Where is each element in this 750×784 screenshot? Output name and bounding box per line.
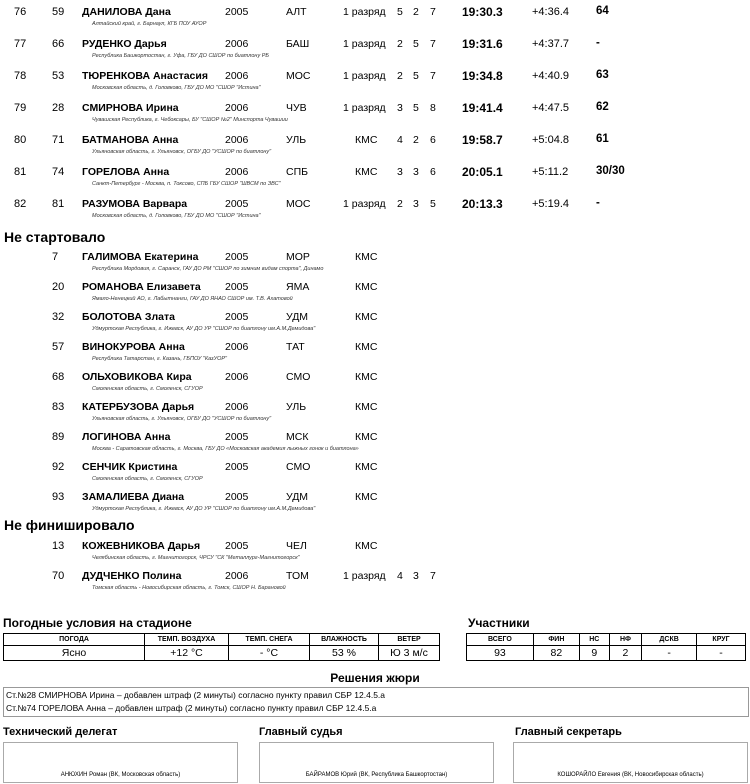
place: 76 [14, 6, 27, 18]
signature-box [3, 742, 238, 783]
shooting-2: 3 [413, 198, 419, 210]
participants-table [466, 633, 746, 661]
birth-year: 2006 [225, 341, 249, 353]
time-gap: +4:47.5 [532, 102, 570, 114]
result-row [0, 32, 750, 64]
organization: Алтайский край, г. Барнаул, КГБ ПОУ АУОР [92, 21, 207, 27]
qualification: 1 разряд [343, 198, 386, 210]
birth-year: 2005 [225, 281, 249, 293]
region-code: УДМ [286, 491, 309, 503]
dns-section-title: Не стартовало [4, 229, 106, 245]
athlete-name: СМИРНОВА Ирина [82, 102, 179, 114]
result-row [0, 192, 750, 224]
organization: Москва - Саратовская область, г. Москва, ГБУ ДО «Московская академия лыжных гонок и биатлона» [92, 446, 359, 452]
shooting-total: 7 [430, 6, 436, 18]
birth-year: 2005 [225, 491, 249, 503]
place: 78 [14, 70, 27, 82]
place: 80 [14, 134, 27, 146]
qualification: КМС [355, 341, 378, 353]
jury-decisions-box [3, 687, 749, 717]
bib-number: 28 [52, 102, 65, 114]
region-code: СМО [286, 461, 311, 473]
points: - [596, 197, 600, 209]
shooting-1: 4 [397, 134, 403, 146]
place: 82 [14, 198, 27, 210]
result-row [0, 0, 750, 32]
time-gap: +5:19.4 [532, 198, 570, 210]
qualification: КМС [355, 461, 378, 473]
athlete-name: КОЖЕВНИКОВА Дарья [82, 540, 201, 552]
shooting-1: 5 [397, 6, 403, 18]
finished-value: 82 [533, 646, 579, 661]
time-gap: +5:04.8 [532, 134, 570, 146]
bib-number: 71 [52, 134, 65, 146]
finish-time: 19:58.7 [462, 133, 503, 147]
birth-year: 2005 [225, 311, 249, 323]
jury-title: Решения жюри [330, 671, 420, 685]
dnf-header: НФ [609, 634, 641, 646]
qualification: КМС [355, 540, 378, 552]
wind-header: ВЕТЕР [379, 634, 440, 646]
jury-decision: Ст.№74 ГОРЕЛОВА Анна – добавлен штраф (2 минуты) согласно пункту правил СБР 12.4.5.а [6, 703, 377, 713]
dns-row [0, 425, 750, 457]
shooting-total: 7 [430, 38, 436, 50]
dns-row [0, 395, 750, 427]
bib-number: 83 [52, 401, 65, 413]
signature-box [259, 742, 494, 783]
points: - [596, 37, 600, 49]
air-temp-value: +12 °C [145, 646, 229, 661]
points: 63 [596, 69, 609, 81]
result-row [0, 160, 750, 192]
dnf-value: 2 [609, 646, 641, 661]
organization: Республика Башкортостан, г. Уфа, ГБУ ДО СШОР по биатлону РБ [92, 53, 269, 59]
shooting-1: 2 [397, 198, 403, 210]
bib-number: 57 [52, 341, 65, 353]
official-role: Главный секретарь [515, 726, 622, 738]
snow-temp-header: ТЕМП. СНЕГА [229, 634, 310, 646]
result-row [0, 128, 750, 160]
place: 81 [14, 166, 27, 178]
region-code: ЧУВ [286, 102, 307, 114]
qualification: 1 разряд [343, 38, 386, 50]
finish-time: 20:13.3 [462, 197, 503, 211]
athlete-name: ГОРЕЛОВА Анна [82, 166, 170, 178]
shooting-total: 5 [430, 198, 436, 210]
air-temp-header: ТЕМП. ВОЗДУХА [145, 634, 229, 646]
dns-row [0, 305, 750, 337]
birth-year: 2006 [225, 166, 249, 178]
dnf-section-title: Не финишировало [4, 517, 135, 533]
region-code: УЛЬ [286, 401, 307, 413]
region-code: АЛТ [286, 6, 307, 18]
qualification: КМС [355, 431, 378, 443]
region-code: ТАТ [286, 341, 305, 353]
birth-year: 2005 [225, 540, 249, 552]
organization: Удмуртская Республика, г. Ижевск, АУ ДО УР "СШОР по биатлону им.А.М.Демидова" [92, 506, 316, 512]
shooting-2: 5 [413, 38, 419, 50]
time-gap: +4:37.7 [532, 38, 570, 50]
dnf-row [0, 534, 750, 566]
athlete-name: КАТЕРБУЗОВА Дарья [82, 401, 195, 413]
region-code: СПБ [286, 166, 309, 178]
athlete-name: РАЗУМОВА Варвара [82, 198, 188, 210]
qualification: КМС [355, 134, 378, 146]
shooting-2: 3 [413, 166, 419, 178]
athlete-name: ВИНОКУРОВА Анна [82, 341, 185, 353]
region-code: МОС [286, 70, 311, 82]
organization: Чувашская Республика, г. Чебоксары, БУ "СШОР №2" Минспорта Чувашии [92, 117, 288, 123]
region-code: МСК [286, 431, 309, 443]
shooting-total: 6 [430, 134, 436, 146]
finished-header: ФИН [533, 634, 579, 646]
weather-value: Ясно [4, 646, 145, 661]
organization: Республика Мордовия, г. Саранск, ГАУ ДО РМ "СШОР по зимним видам спорта", Динамо [92, 266, 324, 272]
region-code: ЧЕЛ [286, 540, 307, 552]
finish-time: 19:41.4 [462, 101, 503, 115]
dns-row [0, 275, 750, 307]
official-name: БАЙРАМОВ Юрий (ВК, Республика Башкортостан) [305, 772, 448, 778]
dsq-header: ДСКВ [642, 634, 697, 646]
birth-year: 2006 [225, 134, 249, 146]
official-role: Главный судья [259, 726, 343, 738]
athlete-name: ЗАМАЛИЕВА Диана [82, 491, 185, 503]
athlete-name: ДУДЧЕНКО Полина [82, 570, 182, 582]
birth-year: 2005 [225, 251, 249, 263]
birth-year: 2006 [225, 70, 249, 82]
shooting-total: 8 [430, 102, 436, 114]
shooting-2: 2 [413, 134, 419, 146]
signature-box [513, 742, 748, 783]
shooting-2: 5 [413, 70, 419, 82]
athlete-name: ГАЛИМОВА Екатерина [82, 251, 199, 263]
birth-year: 2006 [225, 102, 249, 114]
shooting-1: 3 [397, 166, 403, 178]
bib-number: 74 [52, 166, 65, 178]
organization: Ульяновская область, г. Ульяновск, ОГБУ ДО "УСШОР по биатлону" [92, 149, 272, 155]
participants-title: Участники [468, 616, 530, 630]
qualification: 1 разряд [343, 6, 386, 18]
finish-time: 19:34.8 [462, 69, 503, 83]
bib-number: 66 [52, 38, 65, 50]
region-code: УДМ [286, 311, 309, 323]
region-code: УЛЬ [286, 134, 307, 146]
qualification: КМС [355, 166, 378, 178]
weather-header: ПОГОДА [4, 634, 145, 646]
region-code: БАШ [286, 38, 310, 50]
dns-header: НС [579, 634, 609, 646]
lapped-header: КРУГ [697, 634, 746, 646]
finish-time: 19:31.6 [462, 37, 503, 51]
result-row [0, 96, 750, 128]
athlete-name: РУДЕНКО Дарья [82, 38, 167, 50]
dns-value: 9 [579, 646, 609, 661]
shooting-2: 2 [413, 6, 419, 18]
time-gap: +4:36.4 [532, 6, 570, 18]
organization: Томская область - Новосибирская область, г. Томск, СШОР Н. Барановой [92, 585, 286, 591]
bib-number: 7 [52, 251, 59, 263]
bib-number: 20 [52, 281, 65, 293]
region-code: МОС [286, 198, 311, 210]
qualification: КМС [355, 251, 378, 263]
organization: Московская область, д. Головково, ГБУ ДО МО "СШОР "Истина" [92, 85, 261, 91]
qualification: 1 разряд [343, 102, 386, 114]
humidity-header: ВЛАЖНОСТЬ [310, 634, 379, 646]
shooting-2: 5 [413, 102, 419, 114]
shooting-2: 3 [413, 570, 419, 582]
qualification: КМС [355, 371, 378, 383]
dnf-row [0, 564, 750, 596]
bib-number: 13 [52, 540, 65, 552]
time-gap: +4:40.9 [532, 70, 570, 82]
region-code: МОР [286, 251, 310, 263]
region-code: ТОМ [286, 570, 309, 582]
qualification: КМС [355, 281, 378, 293]
shooting-1: 2 [397, 38, 403, 50]
place: 79 [14, 102, 27, 114]
points: 30/30 [596, 165, 625, 177]
dsq-value: - [642, 646, 697, 661]
dns-row [0, 335, 750, 367]
birth-year: 2006 [225, 371, 249, 383]
official-role: Технический делегат [3, 726, 118, 738]
time-gap: +5:11.2 [532, 166, 569, 178]
points: 61 [596, 133, 609, 145]
shooting-1: 4 [397, 570, 403, 582]
weather-table [3, 633, 440, 661]
bib-number: 89 [52, 431, 65, 443]
bib-number: 70 [52, 570, 65, 582]
organization: Московская область, д. Головково, ГБУ ДО МО "СШОР "Истина" [92, 213, 261, 219]
region-code: СМО [286, 371, 311, 383]
points: 64 [596, 5, 609, 17]
qualification: КМС [355, 491, 378, 503]
shooting-total: 7 [430, 570, 436, 582]
points: 62 [596, 101, 609, 113]
shooting-total: 7 [430, 70, 436, 82]
qualification: КМС [355, 401, 378, 413]
birth-year: 2006 [225, 570, 249, 582]
dns-row [0, 485, 750, 517]
bib-number: 53 [52, 70, 65, 82]
dns-row [0, 365, 750, 397]
dns-row [0, 245, 750, 277]
official-name: АНЮХИН Роман (ВК, Московская область) [60, 772, 181, 778]
athlete-name: ЛОГИНОВА Анна [82, 431, 171, 443]
snow-temp-value: - °C [229, 646, 310, 661]
finish-time: 19:30.3 [462, 5, 503, 19]
athlete-name: ОЛЬХОВИКОВА Кира [82, 371, 192, 383]
bib-number: 93 [52, 491, 65, 503]
athlete-name: БОЛОТОВА Злата [82, 311, 175, 323]
dns-row [0, 455, 750, 487]
bib-number: 68 [52, 371, 65, 383]
bib-number: 81 [52, 198, 65, 210]
birth-year: 2005 [225, 6, 249, 18]
qualification: КМС [355, 311, 378, 323]
organization: Республика Татарстан, г. Казань, ГБПОУ "КазУОР" [92, 356, 228, 362]
athlete-name: СЕНЧИК Кристина [82, 461, 178, 473]
birth-year: 2006 [225, 38, 249, 50]
organization: Ямало-Ненецкий АО, г. Лабытнанги, ГАУ ДО ЯНАО СШОР им. Т.В. Ахатовой [92, 296, 293, 302]
athlete-name: ТЮРЕНКОВА Анастасия [82, 70, 208, 82]
organization: Челябинская область, г. Магнитогорск, ЧРСУ "СК "Металлург-Магнитогорск" [92, 555, 300, 561]
shooting-1: 2 [397, 70, 403, 82]
organization: Ульяновская область, г. Ульяновск, ОГБУ ДО "УСШОР по биатлону" [92, 416, 272, 422]
region-code: ЯМА [286, 281, 310, 293]
organization: Удмуртская Республика, г. Ижевск, АУ ДО УР "СШОР по биатлону им.А.М.Демидова" [92, 326, 316, 332]
organization: Смоленская область, г. Смоленск, СГУОР [92, 386, 203, 392]
total-header: ВСЕГО [467, 634, 534, 646]
birth-year: 2005 [225, 461, 249, 473]
total-value: 93 [467, 646, 534, 661]
wind-value: Ю 3 м/с [379, 646, 440, 661]
result-row [0, 64, 750, 96]
weather-title: Погодные условия на стадионе [3, 616, 192, 630]
qualification: 1 разряд [343, 570, 386, 582]
bib-number: 32 [52, 311, 65, 323]
birth-year: 2005 [225, 431, 249, 443]
birth-year: 2005 [225, 198, 249, 210]
organization: Санкт-Петербург - Москва, п. Токсово, СПБ ГБУ СШОР "ШВСМ по ЗВС" [92, 181, 281, 187]
athlete-name: РОМАНОВА Елизавета [82, 281, 201, 293]
athlete-name: БАТМАНОВА Анна [82, 134, 179, 146]
official-name: КОШОРАЙЛО Евгения (ВК, Новосибирская область) [557, 772, 704, 778]
bib-number: 59 [52, 6, 65, 18]
lapped-value: - [697, 646, 746, 661]
shooting-total: 6 [430, 166, 436, 178]
qualification: 1 разряд [343, 70, 386, 82]
finish-time: 20:05.1 [462, 165, 503, 179]
humidity-value: 53 % [310, 646, 379, 661]
place: 77 [14, 38, 27, 50]
shooting-1: 3 [397, 102, 403, 114]
jury-decision: Ст.№28 СМИРНОВА Ирина – добавлен штраф (2 минуты) согласно пункту правил СБР 12.4.5.а [6, 690, 386, 700]
bib-number: 92 [52, 461, 65, 473]
organization: Смоленская область, г. Смоленск, СГУОР [92, 476, 203, 482]
birth-year: 2006 [225, 401, 249, 413]
athlete-name: ДАНИЛОВА Дана [82, 6, 171, 18]
